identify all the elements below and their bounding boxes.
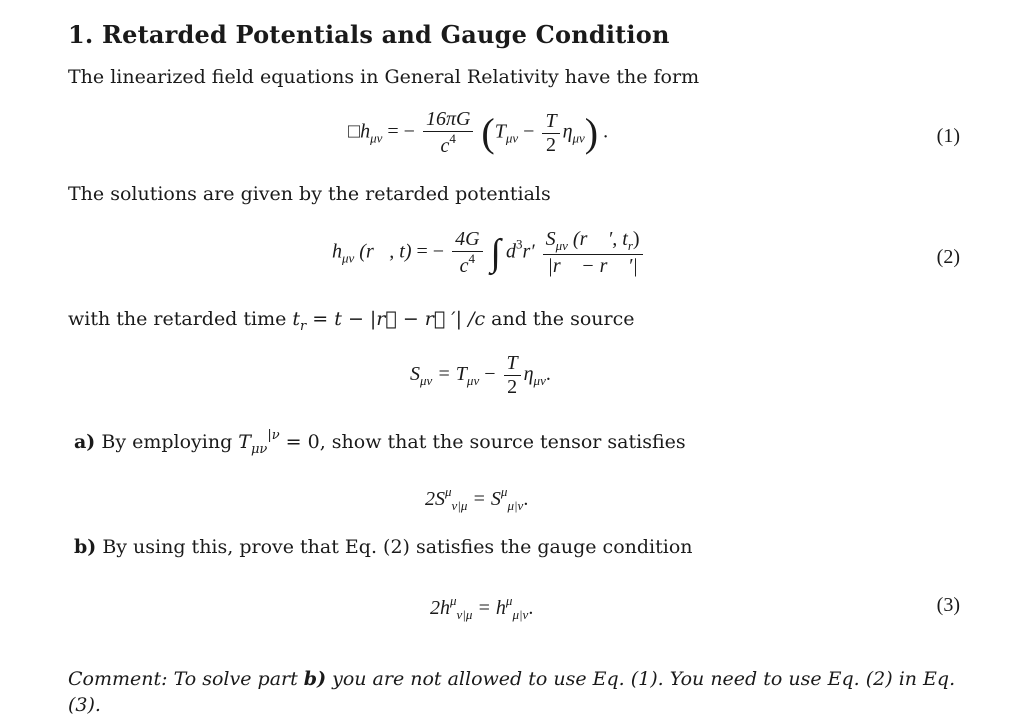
src-eta: η <box>523 363 534 386</box>
eqa-rhs-sub: μ|ν <box>507 498 524 513</box>
equation-1-number: (1) <box>936 125 960 147</box>
eq2-s-index: μν <box>555 238 568 254</box>
eq3-rhs-sup: μ <box>505 593 513 608</box>
part-a-t-sup: |ν <box>267 428 280 443</box>
part-a-t-index: μν <box>250 442 268 457</box>
eq1-coeff-denominator: c <box>440 135 450 157</box>
part-a-text-after: = 0, show that the source tensor satisfies <box>279 431 686 453</box>
eq2-s-args-end: ) <box>632 228 640 251</box>
eq1-minus: − <box>523 120 535 143</box>
src-trace-denominator: 2 <box>507 376 518 398</box>
part-b-text: By using this, prove that Eq. (2) satisfies the gauge condition <box>96 536 693 558</box>
right-paren: ) <box>584 110 599 155</box>
src-trace-fraction <box>504 352 521 399</box>
eq1-t: T <box>494 120 506 143</box>
part-a-label: a) <box>74 431 96 453</box>
eq2-distance: |r⃗ − r⃗ ′| <box>547 254 638 277</box>
eq2-measure-exp: 3 <box>515 236 523 252</box>
equation-a <box>425 484 528 514</box>
eq1-eta: η <box>562 120 573 143</box>
src-period: . <box>545 363 551 386</box>
section-title: 1. Retarded Potentials and Gauge Condition <box>68 20 670 49</box>
eq1-period: . <box>603 120 609 143</box>
eq3-equals: = h <box>477 597 506 619</box>
integral-sign: ∫ <box>490 232 501 274</box>
eq2-measure: d <box>505 240 516 263</box>
eq2-s-args-sub: r <box>627 238 633 254</box>
eq2-coeff-numerator: 4G <box>452 228 482 252</box>
comment-before: Comment: To solve part <box>68 668 304 690</box>
eqa-lhs-sub: ν|μ <box>451 498 468 513</box>
left-paren: ( <box>481 110 495 155</box>
src-minus: − <box>484 363 496 386</box>
eq2-measure-var: r′ <box>522 240 535 263</box>
eq3-lhs-sub: ν|μ <box>456 607 473 622</box>
equation-3 <box>430 593 533 623</box>
eq2-coefficient-fraction <box>452 228 482 278</box>
part-b-paragraph <box>74 536 693 558</box>
eq2-source-fraction <box>543 228 643 278</box>
eq1-trace-fraction <box>542 110 559 157</box>
eq1-trace-numerator: T <box>542 110 559 134</box>
eq1-t-index: μν <box>505 130 519 146</box>
intro-paragraph: The linearized field equations in General Relativity have the form <box>68 66 700 88</box>
retarded-time-paragraph <box>68 308 634 334</box>
eq2-s: S <box>545 228 556 251</box>
source-equation <box>410 352 551 399</box>
retarded-t: t <box>292 308 301 330</box>
eq1-equals: = − <box>387 120 415 143</box>
part-a-paragraph <box>74 428 686 457</box>
eq2-lhs-index: μν <box>342 250 355 266</box>
eq2-args: (r⃗, t) <box>359 240 412 263</box>
equation-2 <box>332 228 646 278</box>
retarded-text-before: with the retarded time <box>68 308 293 330</box>
src-eta-index: μν <box>533 373 546 389</box>
src-lhs: S <box>410 363 420 386</box>
eq1-lhs-index: μν <box>370 130 383 146</box>
eq1-coefficient-fraction <box>423 108 473 158</box>
src-t-index: μν <box>466 373 480 389</box>
eq3-lhs: 2h <box>430 597 450 619</box>
solutions-paragraph: The solutions are given by the retarded potentials <box>68 183 551 205</box>
equation-3-number: (3) <box>936 594 960 616</box>
retarded-t-sub: r <box>300 319 307 334</box>
eq1-coeff-numerator: 16πG <box>423 108 473 132</box>
src-lhs-index: μν <box>420 373 433 389</box>
eqa-lhs-sup: μ <box>445 484 452 499</box>
eq2-equals: = − <box>416 240 445 263</box>
eq3-lhs-sup: μ <box>450 593 457 608</box>
comment-after: you are not allowed to use Eq. (1). You need to use Eq. (2) in Eq. (3). <box>68 668 956 716</box>
eq1-coeff-den-exp: 4 <box>449 131 456 146</box>
eqa-period: . <box>523 488 529 510</box>
eq2-coeff-denominator: c <box>459 255 469 277</box>
eq1-lhs: □h <box>348 120 371 143</box>
src-trace-numerator: T <box>504 352 521 376</box>
eq2-lhs: h <box>332 240 342 263</box>
part-a-t: T <box>238 431 251 453</box>
comment-bold: b) <box>303 668 327 690</box>
retarded-expr: = t − |r⃗ − r⃗ ′| /c <box>306 308 486 330</box>
retarded-text-after: and the source <box>485 308 635 330</box>
equation-1 <box>348 108 608 158</box>
src-equals: = T <box>437 363 467 386</box>
eq1-trace-denominator: 2 <box>546 133 557 156</box>
eqa-equals: = S <box>472 488 501 510</box>
comment-paragraph <box>68 666 968 718</box>
eqa-lhs: 2S <box>425 488 445 510</box>
eq3-period: . <box>528 597 534 619</box>
eqa-rhs-sup: μ <box>500 484 508 499</box>
eq2-coeff-den-exp: 4 <box>468 251 475 266</box>
eq3-rhs-sub: μ|ν <box>512 607 529 622</box>
equation-2-number: (2) <box>936 246 960 268</box>
part-b-label: b) <box>74 536 97 558</box>
eq1-eta-index: μν <box>572 130 585 146</box>
part-a-text-before: By employing <box>95 431 239 453</box>
eq2-s-args: (r⃗ ′, t <box>572 228 628 251</box>
